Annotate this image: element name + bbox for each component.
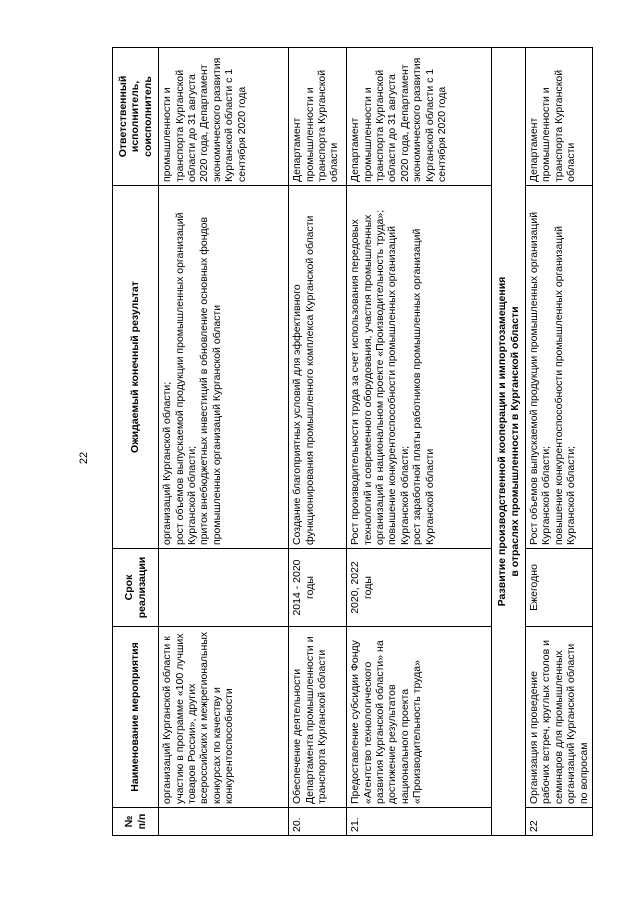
row-term: 2014 - 2020 годы xyxy=(289,549,347,627)
row-num: 21. xyxy=(347,808,492,836)
result-line: повышение конкурентоспособности промышленных организаций Курганской области; xyxy=(386,225,411,545)
row-name: Обеспечение деятельности Департамента промышленности и транспорта Курганской области xyxy=(289,627,347,808)
row-term: Ежегодно xyxy=(526,549,593,627)
section-title xyxy=(492,48,526,836)
row-term xyxy=(159,549,289,627)
row-name: Организация и проведение рабочих встреч, круглых столов и семинаров для промышленных организаций Курганской области по вопросам xyxy=(526,627,593,808)
row-num: 20. xyxy=(289,808,347,836)
row-name: организаций Курганской области к участию в программе «100 лучших товаров России», других всероссийских и межрегиональных конкурсах по качеству и конкурентоспособности xyxy=(159,627,289,808)
section-row xyxy=(492,48,526,836)
header-row xyxy=(113,48,159,836)
row-responsible: Департамент промышленности и транспорта Курганской области xyxy=(289,48,347,186)
row-result xyxy=(347,186,492,549)
result-line: повышение конкурентоспособности промышленных организаций Курганской области; xyxy=(552,225,578,545)
header-name: Наименование мероприятия xyxy=(113,627,159,808)
result-line: Создание благоприятных условий для эффективного функционирования промышленного комплекса Курганской области xyxy=(291,215,316,545)
header-term: Срок реализации xyxy=(113,549,159,627)
row-result xyxy=(289,186,347,549)
table-row xyxy=(347,48,492,836)
table-row xyxy=(289,48,347,836)
rotated-table-container xyxy=(112,48,617,836)
row-responsible: промышленности и транспорта Курганской области до 31 августа 2020 года, Департамент экономического развития Курганской области с 1 сентября 2020 года xyxy=(159,48,289,186)
result-line: Рост производительности труда за счет использования передовых технологий и современного оборудования, участия промышленных организаций в национальном проекте «Производительность труда»; xyxy=(349,209,387,545)
result-line: рост заработной платы работников промышленных организаций Курганской области xyxy=(411,228,436,545)
section-line: в отраслях промышленности в Курганской области xyxy=(508,306,521,577)
table-row xyxy=(526,48,593,836)
section-line: Развитие производственной кооперации и импортозамещения xyxy=(496,276,509,607)
header-responsible: Ответственный исполнитель, соисполнитель xyxy=(113,48,159,186)
row-result xyxy=(159,186,289,549)
result-line: рост объемов выпускаемой продукции промышленных организаций Курганской области; xyxy=(173,212,199,545)
measures-table xyxy=(112,47,593,836)
header-num: № п/п xyxy=(113,808,159,836)
row-responsible: Департамент промышленности и транспорта Курганской области xyxy=(526,48,593,186)
result-line: организаций Курганской области; xyxy=(161,381,174,545)
header-result: Ожидаемый конечный результат xyxy=(113,186,159,549)
row-name: Предоставление субсидии Фонду «Агентство технологического развития Курганской области» на достижение результатов национального проекта «Производительность труда» xyxy=(347,627,492,808)
row-responsible: Департамент промышленности и транспорта Курганской области до 31 августа 2020 года, Департамент экономического развития Курганской области с 1 сентября 2020 года xyxy=(347,48,492,186)
row-num: 22 xyxy=(526,808,593,836)
row-result xyxy=(526,186,593,549)
result-line: Рост объемов выпускаемой продукции промышленных организаций Курганской области; xyxy=(528,211,553,545)
row-num xyxy=(159,808,289,836)
result-line: приток внебюджетных инвестиций в обновление основных фондов промышленных организаций Курганской области xyxy=(198,216,223,545)
table-row xyxy=(159,48,289,836)
row-term: 2020, 2022 годы xyxy=(347,549,492,627)
page-number: 22 xyxy=(78,451,90,465)
